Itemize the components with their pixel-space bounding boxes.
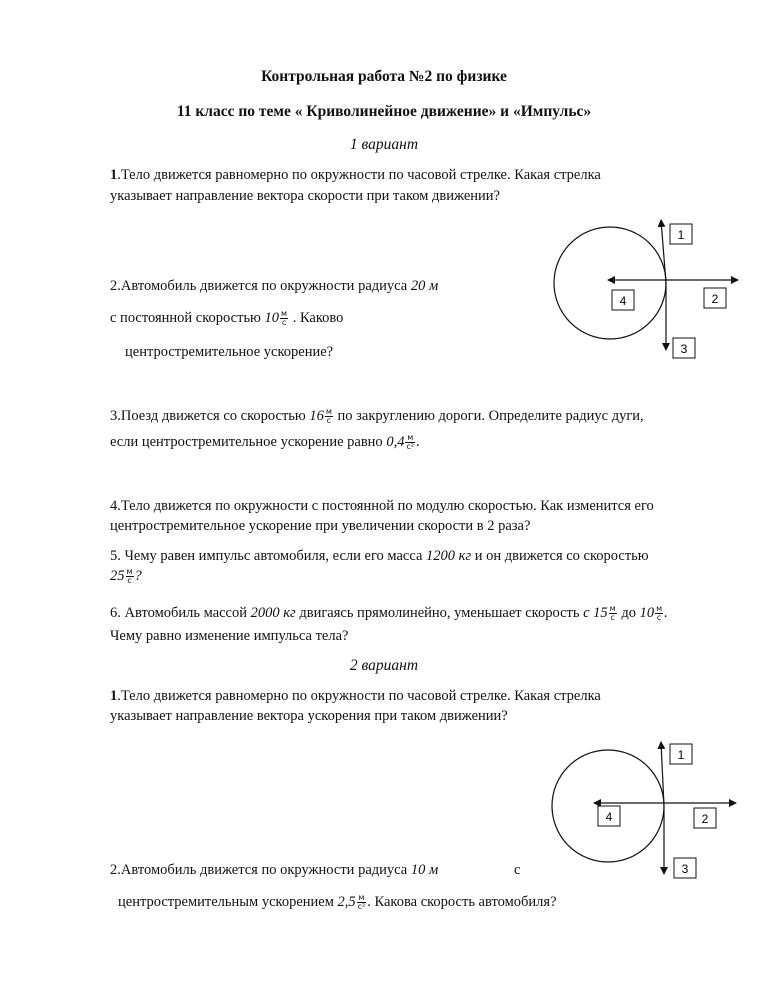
v1-q6-from: с 15 bbox=[583, 605, 608, 621]
v1-q6-mass: 2000 кг bbox=[250, 605, 296, 621]
v1-q3-speed: 16 bbox=[309, 408, 324, 424]
v2-q1-text: .Тело движется равномерно по окружности по часовой стрелке. Какая стрелка bbox=[117, 688, 601, 704]
v1-circle bbox=[554, 227, 666, 339]
unit-num: м bbox=[126, 567, 133, 577]
v2-q2-text2: центростремительным ускорением bbox=[118, 894, 338, 910]
v1-q1-text: .Тело движется равномерно по окружности по часовой стрелке. Какая стрелка bbox=[117, 167, 601, 183]
v1-label-1: 1 bbox=[677, 228, 685, 242]
unit-den: с bbox=[610, 613, 615, 623]
v1-q6-end: . bbox=[664, 605, 668, 621]
unit-num: м bbox=[358, 893, 365, 903]
v2-label-4: 4 bbox=[605, 810, 613, 824]
unit-num: м bbox=[325, 407, 332, 417]
v1-label-4: 4 bbox=[619, 294, 627, 308]
v1-q5-speed: 25 bbox=[110, 568, 125, 584]
v1-q3-text2: если центростремительное ускорение равно bbox=[110, 434, 387, 450]
v1-arrow-up bbox=[661, 220, 666, 283]
unit-den: с bbox=[326, 416, 332, 426]
v1-q3-accel: 0,4 bbox=[386, 434, 405, 450]
v2-q2-tail: . Какова скорость автомобиля? bbox=[367, 894, 557, 910]
v1-q4-line2: центростремительное ускорение при увеличении скорости в 2 раза? bbox=[110, 518, 531, 534]
v2-q2-text: 2.Автомобиль движется по окружности радиуса bbox=[110, 862, 411, 878]
unit-num: м bbox=[656, 604, 663, 614]
v1-q2-line3: центростремительное ускорение? bbox=[125, 344, 334, 360]
v1-q2-text2: с постоянной скоростью bbox=[110, 310, 265, 326]
variant-1-label: 1 вариант bbox=[349, 136, 419, 153]
v1-q5-tail: и он движется со скоростью bbox=[471, 548, 649, 564]
v1-q3-tail: по закруглению дороги. Определите радиус дуги, bbox=[333, 408, 644, 424]
v1-q5-qmark: ? bbox=[134, 568, 142, 584]
unit-num: м bbox=[281, 309, 288, 319]
page-subtitle: 11 класс по теме « Криволинейное движение» и «Импульс» bbox=[176, 103, 592, 120]
v1-q6-to-value: 10 bbox=[639, 605, 655, 621]
v1-q2-tail: . Каково bbox=[289, 310, 344, 326]
v1-q6-text: 6. Автомобиль массой bbox=[110, 605, 251, 621]
v2-q2-line1-tail: с bbox=[514, 862, 521, 878]
unit-den: с bbox=[281, 318, 287, 328]
unit-den: с² bbox=[406, 442, 415, 452]
unit-num: м bbox=[609, 604, 616, 614]
v2-arrow-up bbox=[661, 742, 664, 806]
v1-q1-line2: указывает направление вектора скорости при таком движении? bbox=[110, 188, 500, 204]
v2-q1-number: 1 bbox=[110, 688, 118, 704]
v1-q3-text: 3.Поезд движется со скоростью bbox=[110, 408, 310, 424]
v1-diagram bbox=[554, 220, 738, 358]
v1-q5-mass: 1200 кг bbox=[426, 548, 472, 564]
v2-q1-line2: указывает направление вектора ускорения при таком движении? bbox=[110, 708, 508, 724]
page-title: Контрольная работа №2 по физике bbox=[261, 68, 507, 85]
v1-q1-number: 1 bbox=[110, 167, 118, 183]
unit-den: с bbox=[127, 576, 132, 586]
v1-q4-line1: 4.Тело движется по окружности с постоянной по модулю скоростью. Как изменится его bbox=[110, 498, 654, 514]
v2-label-3: 3 bbox=[681, 862, 689, 876]
v1-q6-to: до bbox=[617, 605, 640, 621]
v1-q2-radius: 20 м bbox=[410, 278, 439, 294]
v1-q5-text: 5. Чему равен импульс автомобиля, если его масса bbox=[110, 548, 427, 564]
v2-diagram bbox=[552, 742, 736, 878]
v1-label-3: 3 bbox=[680, 342, 688, 356]
unit-den: с bbox=[656, 613, 662, 623]
v2-q2-radius: 10 м bbox=[410, 862, 439, 878]
unit-den: с² bbox=[357, 902, 366, 912]
v1-q3-tail2: . bbox=[416, 434, 420, 450]
v2-label-2: 2 bbox=[701, 812, 709, 826]
unit-num: м bbox=[407, 433, 414, 443]
v1-q6-line2: Чему равно изменение импульса тела? bbox=[110, 628, 349, 644]
v1-q2-speed: 10 bbox=[264, 310, 280, 326]
v1-q2-text: 2.Автомобиль движется по окружности радиуса bbox=[110, 278, 411, 294]
variant-2-label: 2 вариант bbox=[349, 657, 419, 674]
v2-label-1: 1 bbox=[677, 748, 685, 762]
v1-label-2: 2 bbox=[711, 292, 719, 306]
v1-q6-mid: двигаясь прямолинейно, уменьшает скорость bbox=[295, 605, 584, 621]
v2-q2-accel: 2,5 bbox=[337, 894, 356, 910]
